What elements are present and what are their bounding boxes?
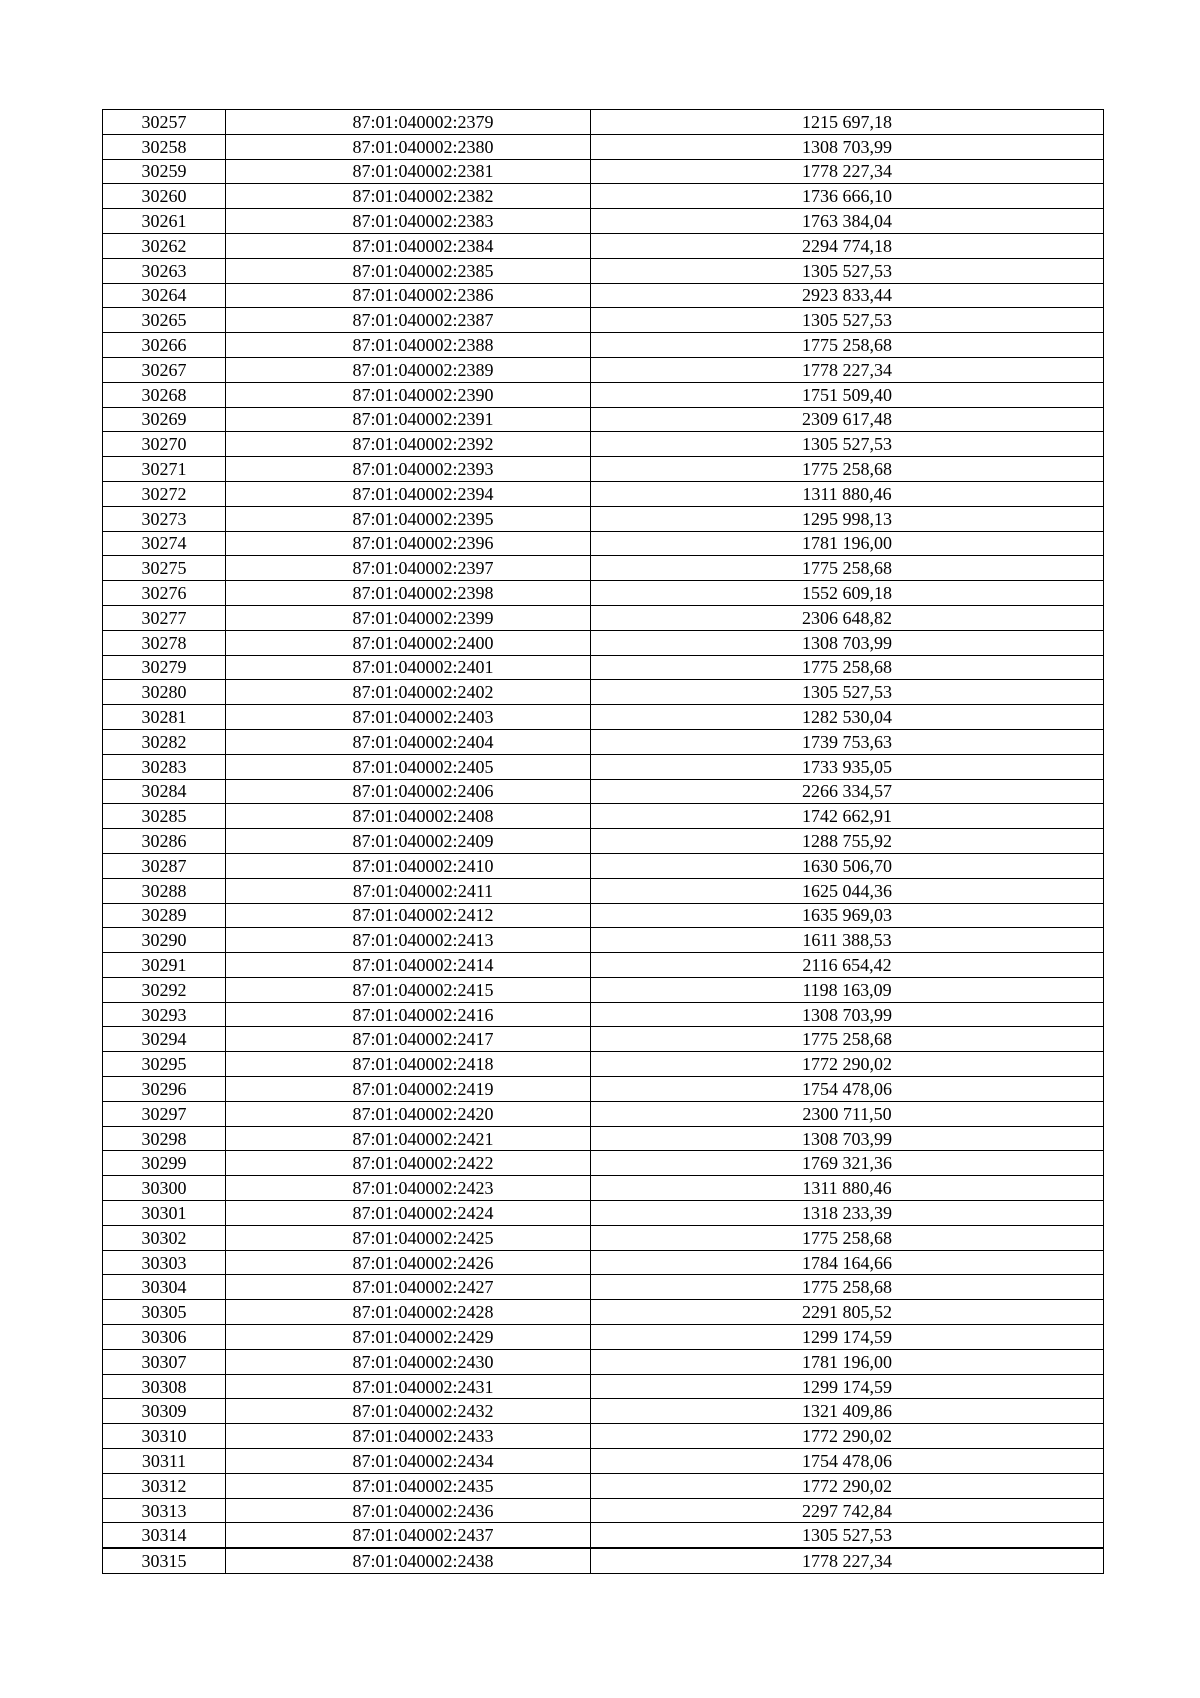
row-number-cell: 30281 bbox=[103, 705, 226, 730]
table-row bbox=[103, 1473, 1104, 1498]
row-number-cell: 30303 bbox=[103, 1250, 226, 1275]
table-row bbox=[103, 283, 1104, 308]
row-number-cell: 30299 bbox=[103, 1151, 226, 1176]
row-number-cell: 30313 bbox=[103, 1498, 226, 1523]
row-number-cell: 30314 bbox=[103, 1523, 226, 1548]
table-row bbox=[103, 804, 1104, 829]
row-number-cell: 30308 bbox=[103, 1374, 226, 1399]
cadastral-number-cell: 87:01:040002:2430 bbox=[226, 1349, 591, 1374]
table-row bbox=[103, 1325, 1104, 1350]
cadastral-value-cell: 1778 227,34 bbox=[591, 1548, 1104, 1573]
cadastral-value-cell: 1736 666,10 bbox=[591, 184, 1104, 209]
row-number-cell: 30295 bbox=[103, 1052, 226, 1077]
cadastral-value-cell: 1625 044,36 bbox=[591, 878, 1104, 903]
cadastral-number-cell: 87:01:040002:2412 bbox=[226, 903, 591, 928]
cadastral-number-cell: 87:01:040002:2436 bbox=[226, 1498, 591, 1523]
table-row bbox=[103, 1523, 1104, 1548]
cadastral-value-cell: 1775 258,68 bbox=[591, 333, 1104, 358]
cadastral-number-cell: 87:01:040002:2416 bbox=[226, 1002, 591, 1027]
cadastral-number-cell: 87:01:040002:2411 bbox=[226, 878, 591, 903]
table-row bbox=[103, 110, 1104, 135]
cadastral-number-cell: 87:01:040002:2395 bbox=[226, 506, 591, 531]
row-number-cell: 30283 bbox=[103, 754, 226, 779]
cadastral-number-cell: 87:01:040002:2396 bbox=[226, 531, 591, 556]
cadastral-value-cell: 1775 258,68 bbox=[591, 1027, 1104, 1052]
table-row bbox=[103, 506, 1104, 531]
table-row bbox=[103, 630, 1104, 655]
table-row bbox=[103, 1399, 1104, 1424]
cadastral-value-cell: 1769 321,36 bbox=[591, 1151, 1104, 1176]
cadastral-value-cell: 1772 290,02 bbox=[591, 1473, 1104, 1498]
row-number-cell: 30306 bbox=[103, 1325, 226, 1350]
row-number-cell: 30293 bbox=[103, 1002, 226, 1027]
cadastral-number-cell: 87:01:040002:2382 bbox=[226, 184, 591, 209]
table-row bbox=[103, 233, 1104, 258]
cadastral-value-cell: 1299 174,59 bbox=[591, 1325, 1104, 1350]
cadastral-value-cell: 2297 742,84 bbox=[591, 1498, 1104, 1523]
row-number-cell: 30268 bbox=[103, 382, 226, 407]
cadastral-number-cell: 87:01:040002:2424 bbox=[226, 1201, 591, 1226]
cadastral-value-cell: 1630 506,70 bbox=[591, 853, 1104, 878]
cadastral-value-cell: 1305 527,53 bbox=[591, 432, 1104, 457]
row-number-cell: 30311 bbox=[103, 1449, 226, 1474]
table-row bbox=[103, 382, 1104, 407]
cadastral-value-cell: 2306 648,82 bbox=[591, 605, 1104, 630]
table-row bbox=[103, 1201, 1104, 1226]
row-number-cell: 30297 bbox=[103, 1101, 226, 1126]
cadastral-number-cell: 87:01:040002:2417 bbox=[226, 1027, 591, 1052]
cadastral-value-cell: 1775 258,68 bbox=[591, 1275, 1104, 1300]
row-number-cell: 30258 bbox=[103, 134, 226, 159]
table-row bbox=[103, 432, 1104, 457]
cadastral-value-cell: 1308 703,99 bbox=[591, 1126, 1104, 1151]
cadastral-value-cell: 2294 774,18 bbox=[591, 233, 1104, 258]
table-row bbox=[103, 407, 1104, 432]
row-number-cell: 30284 bbox=[103, 779, 226, 804]
cadastral-number-cell: 87:01:040002:2404 bbox=[226, 729, 591, 754]
row-number-cell: 30264 bbox=[103, 283, 226, 308]
cadastral-number-cell: 87:01:040002:2391 bbox=[226, 407, 591, 432]
table-row bbox=[103, 1498, 1104, 1523]
cadastral-value-cell: 1772 290,02 bbox=[591, 1052, 1104, 1077]
cadastral-number-cell: 87:01:040002:2405 bbox=[226, 754, 591, 779]
cadastral-number-cell: 87:01:040002:2428 bbox=[226, 1300, 591, 1325]
row-number-cell: 30282 bbox=[103, 729, 226, 754]
table-row bbox=[103, 184, 1104, 209]
row-number-cell: 30257 bbox=[103, 110, 226, 135]
table-row bbox=[103, 457, 1104, 482]
cadastral-value-cell: 1295 998,13 bbox=[591, 506, 1104, 531]
row-number-cell: 30274 bbox=[103, 531, 226, 556]
table-body bbox=[103, 110, 1104, 1574]
cadastral-number-cell: 87:01:040002:2419 bbox=[226, 1077, 591, 1102]
row-number-cell: 30307 bbox=[103, 1349, 226, 1374]
cadastral-number-cell: 87:01:040002:2386 bbox=[226, 283, 591, 308]
table-row bbox=[103, 1275, 1104, 1300]
table-row bbox=[103, 928, 1104, 953]
cadastral-value-cell: 1305 527,53 bbox=[591, 1523, 1104, 1548]
row-number-cell: 30309 bbox=[103, 1399, 226, 1424]
row-number-cell: 30279 bbox=[103, 655, 226, 680]
cadastral-number-cell: 87:01:040002:2429 bbox=[226, 1325, 591, 1350]
cadastral-value-cell: 1308 703,99 bbox=[591, 134, 1104, 159]
cadastral-value-cell: 1215 697,18 bbox=[591, 110, 1104, 135]
cadastral-value-cell: 1784 164,66 bbox=[591, 1250, 1104, 1275]
row-number-cell: 30271 bbox=[103, 457, 226, 482]
table-row bbox=[103, 655, 1104, 680]
cadastral-value-cell: 1611 388,53 bbox=[591, 928, 1104, 953]
cadastral-value-cell: 1288 755,92 bbox=[591, 829, 1104, 854]
cadastral-number-cell: 87:01:040002:2393 bbox=[226, 457, 591, 482]
cadastral-number-cell: 87:01:040002:2409 bbox=[226, 829, 591, 854]
cadastral-number-cell: 87:01:040002:2433 bbox=[226, 1424, 591, 1449]
table-row bbox=[103, 1101, 1104, 1126]
cadastral-number-cell: 87:01:040002:2384 bbox=[226, 233, 591, 258]
row-number-cell: 30287 bbox=[103, 853, 226, 878]
table-row bbox=[103, 1300, 1104, 1325]
cadastral-value-cell: 2291 805,52 bbox=[591, 1300, 1104, 1325]
cadastral-number-cell: 87:01:040002:2392 bbox=[226, 432, 591, 457]
cadastral-number-cell: 87:01:040002:2422 bbox=[226, 1151, 591, 1176]
table-row bbox=[103, 581, 1104, 606]
cadastral-number-cell: 87:01:040002:2389 bbox=[226, 357, 591, 382]
row-number-cell: 30291 bbox=[103, 953, 226, 978]
table-row bbox=[103, 308, 1104, 333]
cadastral-number-cell: 87:01:040002:2385 bbox=[226, 258, 591, 283]
row-number-cell: 30270 bbox=[103, 432, 226, 457]
cadastral-number-cell: 87:01:040002:2437 bbox=[226, 1523, 591, 1548]
table-row bbox=[103, 779, 1104, 804]
cadastral-value-cell: 1308 703,99 bbox=[591, 1002, 1104, 1027]
row-number-cell: 30266 bbox=[103, 333, 226, 358]
cadastral-value-cell: 1282 530,04 bbox=[591, 705, 1104, 730]
cadastral-value-cell: 1775 258,68 bbox=[591, 556, 1104, 581]
cadastral-value-cell: 1305 527,53 bbox=[591, 308, 1104, 333]
cadastral-number-cell: 87:01:040002:2423 bbox=[226, 1176, 591, 1201]
cadastral-value-cell: 1635 969,03 bbox=[591, 903, 1104, 928]
cadastral-number-cell: 87:01:040002:2383 bbox=[226, 209, 591, 234]
cadastral-number-cell: 87:01:040002:2381 bbox=[226, 159, 591, 184]
table-row bbox=[103, 333, 1104, 358]
cadastral-number-cell: 87:01:040002:2406 bbox=[226, 779, 591, 804]
row-number-cell: 30296 bbox=[103, 1077, 226, 1102]
cadastral-value-cell: 2923 833,44 bbox=[591, 283, 1104, 308]
cadastral-number-cell: 87:01:040002:2408 bbox=[226, 804, 591, 829]
table-row bbox=[103, 531, 1104, 556]
table-row bbox=[103, 1449, 1104, 1474]
cadastral-number-cell: 87:01:040002:2426 bbox=[226, 1250, 591, 1275]
cadastral-value-table bbox=[102, 109, 1104, 1574]
cadastral-number-cell: 87:01:040002:2398 bbox=[226, 581, 591, 606]
cadastral-value-cell: 1311 880,46 bbox=[591, 481, 1104, 506]
row-number-cell: 30269 bbox=[103, 407, 226, 432]
table-row bbox=[103, 853, 1104, 878]
cadastral-value-cell: 1772 290,02 bbox=[591, 1424, 1104, 1449]
cadastral-number-cell: 87:01:040002:2420 bbox=[226, 1101, 591, 1126]
row-number-cell: 30310 bbox=[103, 1424, 226, 1449]
table-row bbox=[103, 705, 1104, 730]
cadastral-number-cell: 87:01:040002:2387 bbox=[226, 308, 591, 333]
cadastral-number-cell: 87:01:040002:2434 bbox=[226, 1449, 591, 1474]
cadastral-number-cell: 87:01:040002:2425 bbox=[226, 1225, 591, 1250]
cadastral-value-cell: 1754 478,06 bbox=[591, 1449, 1104, 1474]
row-number-cell: 30301 bbox=[103, 1201, 226, 1226]
cadastral-number-cell: 87:01:040002:2401 bbox=[226, 655, 591, 680]
cadastral-value-cell: 1739 753,63 bbox=[591, 729, 1104, 754]
table-row bbox=[103, 1151, 1104, 1176]
table-row bbox=[103, 1027, 1104, 1052]
row-number-cell: 30300 bbox=[103, 1176, 226, 1201]
row-number-cell: 30289 bbox=[103, 903, 226, 928]
table-row bbox=[103, 1374, 1104, 1399]
row-number-cell: 30288 bbox=[103, 878, 226, 903]
row-number-cell: 30263 bbox=[103, 258, 226, 283]
cadastral-value-cell: 1754 478,06 bbox=[591, 1077, 1104, 1102]
cadastral-value-cell: 1763 384,04 bbox=[591, 209, 1104, 234]
cadastral-number-cell: 87:01:040002:2390 bbox=[226, 382, 591, 407]
row-number-cell: 30302 bbox=[103, 1225, 226, 1250]
cadastral-value-cell: 1198 163,09 bbox=[591, 977, 1104, 1002]
table-row bbox=[103, 977, 1104, 1002]
table-row bbox=[103, 159, 1104, 184]
row-number-cell: 30265 bbox=[103, 308, 226, 333]
table-row bbox=[103, 903, 1104, 928]
row-number-cell: 30305 bbox=[103, 1300, 226, 1325]
table-row bbox=[103, 258, 1104, 283]
cadastral-value-cell: 1318 233,39 bbox=[591, 1201, 1104, 1226]
cadastral-value-cell: 1311 880,46 bbox=[591, 1176, 1104, 1201]
cadastral-number-cell: 87:01:040002:2415 bbox=[226, 977, 591, 1002]
table-row bbox=[103, 878, 1104, 903]
cadastral-number-cell: 87:01:040002:2438 bbox=[226, 1548, 591, 1573]
cadastral-value-cell: 1781 196,00 bbox=[591, 1349, 1104, 1374]
row-number-cell: 30276 bbox=[103, 581, 226, 606]
row-number-cell: 30294 bbox=[103, 1027, 226, 1052]
cadastral-number-cell: 87:01:040002:2414 bbox=[226, 953, 591, 978]
cadastral-value-cell: 1781 196,00 bbox=[591, 531, 1104, 556]
table-row bbox=[103, 481, 1104, 506]
cadastral-value-cell: 2116 654,42 bbox=[591, 953, 1104, 978]
cadastral-number-cell: 87:01:040002:2435 bbox=[226, 1473, 591, 1498]
row-number-cell: 30261 bbox=[103, 209, 226, 234]
table-row bbox=[103, 729, 1104, 754]
row-number-cell: 30286 bbox=[103, 829, 226, 854]
cadastral-number-cell: 87:01:040002:2379 bbox=[226, 110, 591, 135]
row-number-cell: 30315 bbox=[103, 1548, 226, 1573]
cadastral-number-cell: 87:01:040002:2418 bbox=[226, 1052, 591, 1077]
cadastral-number-cell: 87:01:040002:2399 bbox=[226, 605, 591, 630]
cadastral-number-cell: 87:01:040002:2421 bbox=[226, 1126, 591, 1151]
cadastral-number-cell: 87:01:040002:2403 bbox=[226, 705, 591, 730]
cadastral-value-cell: 1775 258,68 bbox=[591, 655, 1104, 680]
table-row bbox=[103, 1548, 1104, 1573]
row-number-cell: 30298 bbox=[103, 1126, 226, 1151]
table-row bbox=[103, 209, 1104, 234]
row-number-cell: 30292 bbox=[103, 977, 226, 1002]
cadastral-number-cell: 87:01:040002:2400 bbox=[226, 630, 591, 655]
table-row bbox=[103, 1176, 1104, 1201]
table-row bbox=[103, 1424, 1104, 1449]
cadastral-number-cell: 87:01:040002:2432 bbox=[226, 1399, 591, 1424]
row-number-cell: 30273 bbox=[103, 506, 226, 531]
cadastral-value-cell: 1305 527,53 bbox=[591, 258, 1104, 283]
table-row bbox=[103, 556, 1104, 581]
cadastral-number-cell: 87:01:040002:2431 bbox=[226, 1374, 591, 1399]
row-number-cell: 30290 bbox=[103, 928, 226, 953]
table-row bbox=[103, 953, 1104, 978]
cadastral-value-cell: 1552 609,18 bbox=[591, 581, 1104, 606]
table-row bbox=[103, 1077, 1104, 1102]
table-row bbox=[103, 605, 1104, 630]
cadastral-value-cell: 1778 227,34 bbox=[591, 357, 1104, 382]
cadastral-value-cell: 1321 409,86 bbox=[591, 1399, 1104, 1424]
table-row bbox=[103, 829, 1104, 854]
cadastral-value-cell: 1299 174,59 bbox=[591, 1374, 1104, 1399]
cadastral-number-cell: 87:01:040002:2413 bbox=[226, 928, 591, 953]
table-row bbox=[103, 134, 1104, 159]
cadastral-number-cell: 87:01:040002:2397 bbox=[226, 556, 591, 581]
table-row bbox=[103, 1225, 1104, 1250]
cadastral-value-cell: 1778 227,34 bbox=[591, 159, 1104, 184]
row-number-cell: 30280 bbox=[103, 680, 226, 705]
cadastral-value-cell: 1305 527,53 bbox=[591, 680, 1104, 705]
table-row bbox=[103, 680, 1104, 705]
table-row bbox=[103, 1250, 1104, 1275]
row-number-cell: 30260 bbox=[103, 184, 226, 209]
row-number-cell: 30259 bbox=[103, 159, 226, 184]
table-row bbox=[103, 1002, 1104, 1027]
table-row bbox=[103, 1052, 1104, 1077]
row-number-cell: 30304 bbox=[103, 1275, 226, 1300]
row-number-cell: 30277 bbox=[103, 605, 226, 630]
cadastral-value-cell: 1751 509,40 bbox=[591, 382, 1104, 407]
row-number-cell: 30272 bbox=[103, 481, 226, 506]
row-number-cell: 30278 bbox=[103, 630, 226, 655]
cadastral-number-cell: 87:01:040002:2380 bbox=[226, 134, 591, 159]
table-row bbox=[103, 1349, 1104, 1374]
row-number-cell: 30312 bbox=[103, 1473, 226, 1498]
cadastral-number-cell: 87:01:040002:2402 bbox=[226, 680, 591, 705]
cadastral-value-cell: 2300 711,50 bbox=[591, 1101, 1104, 1126]
row-number-cell: 30275 bbox=[103, 556, 226, 581]
cadastral-number-cell: 87:01:040002:2394 bbox=[226, 481, 591, 506]
cadastral-value-cell: 1308 703,99 bbox=[591, 630, 1104, 655]
cadastral-value-cell: 1733 935,05 bbox=[591, 754, 1104, 779]
cadastral-value-cell: 1775 258,68 bbox=[591, 1225, 1104, 1250]
table-row bbox=[103, 754, 1104, 779]
cadastral-number-cell: 87:01:040002:2427 bbox=[226, 1275, 591, 1300]
cadastral-number-cell: 87:01:040002:2410 bbox=[226, 853, 591, 878]
cadastral-value-cell: 2309 617,48 bbox=[591, 407, 1104, 432]
row-number-cell: 30267 bbox=[103, 357, 226, 382]
cadastral-value-cell: 1775 258,68 bbox=[591, 457, 1104, 482]
table-row bbox=[103, 357, 1104, 382]
table-row bbox=[103, 1126, 1104, 1151]
cadastral-value-cell: 2266 334,57 bbox=[591, 779, 1104, 804]
row-number-cell: 30262 bbox=[103, 233, 226, 258]
cadastral-number-cell: 87:01:040002:2388 bbox=[226, 333, 591, 358]
cadastral-value-cell: 1742 662,91 bbox=[591, 804, 1104, 829]
row-number-cell: 30285 bbox=[103, 804, 226, 829]
